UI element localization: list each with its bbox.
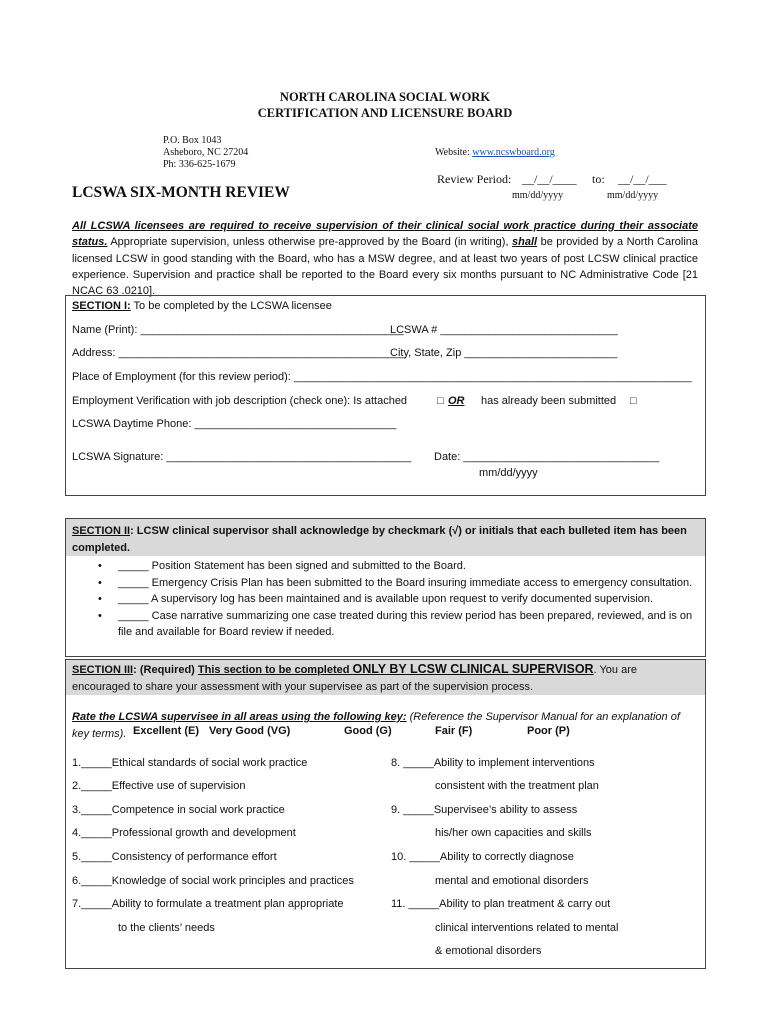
signature-date-format: mm/dd/yyyy: [479, 467, 538, 479]
rating-item-9-cont: his/her own capacities and skills: [435, 827, 592, 839]
section2-heading: [72, 523, 698, 556]
signature-field[interactable]: LCSWA Signature: ________________________________________: [72, 451, 412, 463]
date-format-to: mm/dd/yyyy: [607, 190, 659, 201]
signature-date-field[interactable]: Date: ________________________________: [434, 451, 660, 463]
address-field[interactable]: Address: _______________________________________________: [72, 347, 406, 359]
checklist-item[interactable]: • _____ Position Statement has been signed and submitted to the Board.: [72, 558, 698, 575]
page-title: LCSWA SIX-MONTH REVIEW: [72, 184, 290, 201]
rating-item-5[interactable]: 5._____Consistency of performance effort: [72, 851, 277, 863]
section3-required: : (Required): [133, 664, 198, 676]
section1-desc: To be completed by the LCSWA licensee: [133, 300, 332, 312]
section1-label: SECTION I:: [72, 300, 131, 312]
rating-item-3[interactable]: 3._____Competence in social work practice: [72, 804, 285, 816]
website-link[interactable]: www.ncswboard.org: [472, 147, 555, 158]
checklist-item[interactable]: • _____ A supervisory log has been maintained and is available upon request to verify documented supervision.: [72, 591, 698, 608]
rating-item-11[interactable]: 11. _____Ability to plan treatment & carry out: [391, 898, 611, 910]
section2-checklist: [72, 558, 698, 641]
city-state-zip-field[interactable]: City, State, Zip _________________________: [390, 347, 618, 359]
rating-item-7[interactable]: 7._____Ability to formulate a treatment plan appropriate: [72, 898, 344, 910]
intro-text2: be provided by a North Carolina licensed LCSW in good standing with the Board, who has a MSW degree, and at least two years of post LCSW clinical practice experience. Supervision and practice shall be reported to the Board every six months pursuant to NC Administrative Code [21 NCAC 63 .0210].: [72, 236, 699, 298]
section2-label: SECTION II: [72, 525, 131, 537]
submitted-label: has already been submitted: [481, 395, 617, 407]
date-format-from: mm/dd/yyyy: [512, 190, 564, 201]
review-period-to[interactable]: __/__/___: [618, 172, 667, 186]
checklist-item[interactable]: • _____ Case narrative summarizing one case treated during this review period has been prepared, reviewed, and is on file and available for Board review if needed.: [72, 608, 698, 641]
rating-item-2[interactable]: 2._____Effective use of supervision: [72, 780, 246, 792]
submitted-checkbox[interactable]: □: [630, 395, 637, 407]
review-period-to-label: to:: [592, 172, 605, 186]
phone-number: Ph: 336-625-1679: [163, 159, 236, 170]
section3-complete: This section to be completed: [197, 664, 353, 676]
employment-field[interactable]: Place of Employment (for this review period): _________________________________________________________________: [72, 371, 692, 383]
section3-label: SECTION III: [72, 664, 134, 676]
board-name-line2: CERTIFICATION AND LICENSURE BOARD: [257, 106, 513, 120]
key-good: Good (G): [344, 725, 392, 737]
rating-key-ref: (Reference the Supervisor Manual for an explanation of key terms).: [72, 711, 680, 740]
website: [435, 147, 555, 159]
rating-item-9[interactable]: 9. _____Supervisee’s ability to assess: [391, 804, 578, 816]
rating-item-1[interactable]: 1._____Ethical standards of social work practice: [72, 757, 308, 769]
board-name-line1: NORTH CAROLINA SOCIAL WORK: [279, 90, 491, 104]
section3-only: ONLY BY LCSW CLINICAL SUPERVISOR: [352, 662, 594, 676]
key-fair: Fair (F): [435, 725, 473, 737]
or-label: OR: [448, 395, 465, 407]
lcswa-number-field[interactable]: LCSWA # _____________________________: [390, 324, 618, 336]
name-field[interactable]: Name (Print): ___________________________________________: [72, 324, 404, 336]
address-line2: Asheboro, NC 27204: [163, 147, 249, 158]
section2-desc: : LCSW clinical supervisor shall acknowledge by checkmark (√) or initials that each bulleted item has been completed.: [72, 525, 687, 554]
section1-heading: [72, 300, 332, 312]
rating-item-10[interactable]: 10. _____Ability to correctly diagnose: [391, 851, 574, 863]
rating-item-6[interactable]: 6._____Knowledge of social work principles and practices: [72, 875, 354, 887]
attached-checkbox[interactable]: □: [437, 395, 444, 407]
website-label: Website:: [435, 147, 470, 158]
key-very-good: Very Good (VG): [209, 725, 291, 737]
intro-text1: Appropriate supervision, unless otherwise pre-approved by the Board (in writing),: [107, 236, 513, 249]
section3-heading: [72, 661, 698, 696]
rating-item-11-cont: clinical interventions related to mental: [435, 922, 619, 934]
rating-item-11-cont2: & emotional disorders: [435, 945, 542, 957]
checklist-item[interactable]: • _____ Emergency Crisis Plan has been submitted to the Board insuring immediate access to emergency consultation.: [72, 575, 698, 592]
key-poor: Poor (P): [527, 725, 570, 737]
section3-rest: . You are encouraged to share your assessment with your supervisee as part of the supervision process.: [72, 664, 637, 693]
rating-key-lead: Rate the LCSWA supervisee in all areas using the following key:: [72, 711, 407, 723]
intro-lead: All LCSWA licensees are required to receive supervision of their clinical social work practice during their associate status.: [72, 220, 698, 249]
address-line1: P.O. Box 1043: [163, 135, 222, 146]
intro-shall: shall: [512, 236, 538, 249]
rating-item-7-cont: to the clients’ needs: [118, 922, 215, 934]
employment-verification-label: Employment Verification with job description (check one): Is attached: [72, 395, 408, 407]
rating-item-8[interactable]: 8. _____Ability to implement interventions: [391, 757, 595, 769]
key-excellent: Excellent (E): [133, 725, 200, 737]
daytime-phone-field[interactable]: LCSWA Daytime Phone: _________________________________: [72, 418, 397, 430]
review-period-from[interactable]: __/__/____: [522, 172, 577, 186]
rating-item-8-cont: consistent with the treatment plan: [435, 780, 599, 792]
intro-paragraph: [72, 218, 698, 299]
rating-item-10-cont: mental and emotional disorders: [435, 875, 589, 887]
rating-item-4[interactable]: 4._____Professional growth and development: [72, 827, 296, 839]
review-period-label: Review Period:: [437, 172, 512, 186]
